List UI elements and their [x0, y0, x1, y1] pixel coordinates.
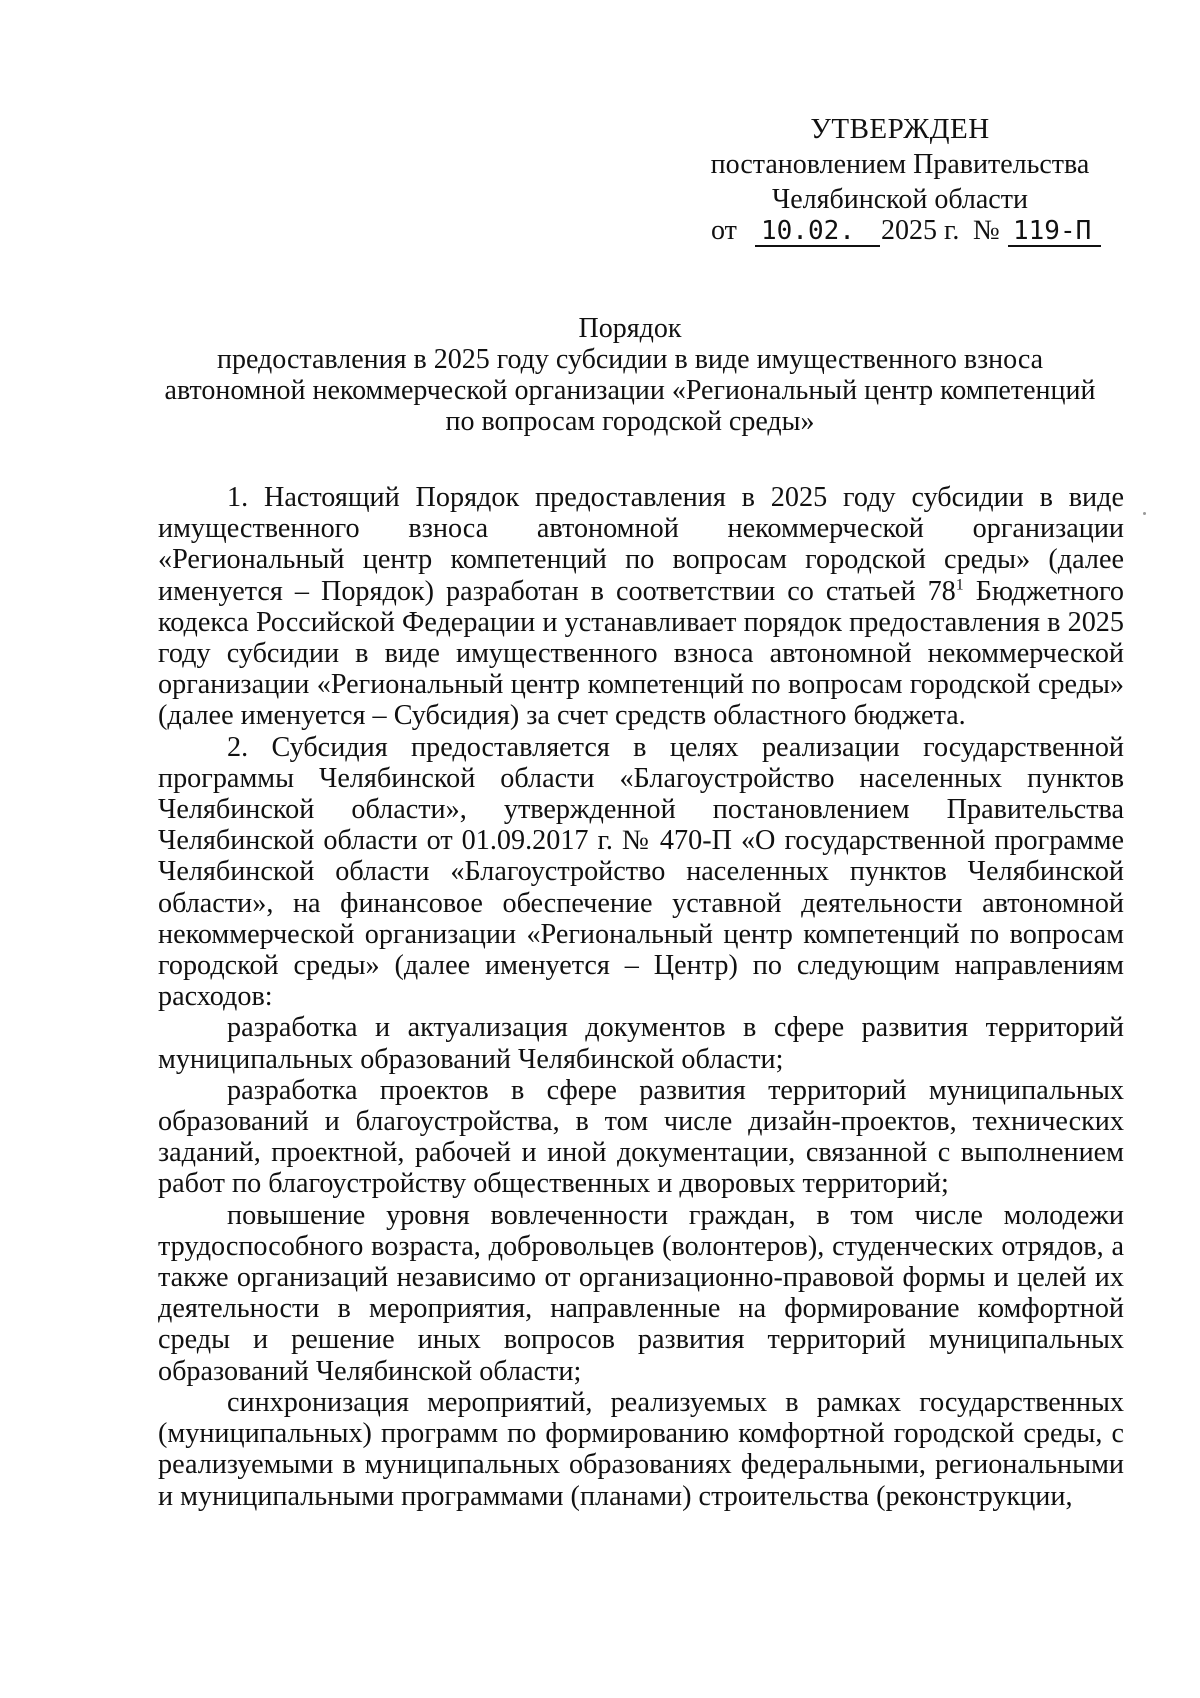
- paragraph-5: повышение уровня вовлеченности граждан, в том числе молодежи трудоспособного возраста, добровольцев (волонтеров), студенческих отрядов, а также организаций независимо от организационно-правовой формы и целей их деятельности в мероприятия, направленные на формирование комфортной среды и решение иных вопросов развития территорий муниципальных образований Челябинской области;: [158, 1199, 1124, 1387]
- date-value: 10.02.: [761, 216, 855, 246]
- article-superscript: 1: [955, 576, 964, 594]
- heading-line-2: автономной некоммерческой организации «Региональный центр компетенций: [164, 375, 1096, 406]
- document-number: 119-П: [1013, 216, 1092, 246]
- paragraph-3: разработка и актуализация документов в сфере развития территорий муниципальных образований Челябинской области;: [158, 1012, 1124, 1075]
- heading-title: Порядок: [578, 313, 682, 344]
- approval-title: УТВЕРЖДЕН: [810, 113, 990, 145]
- paragraph-1: [158, 482, 1124, 732]
- scan-speck: [1143, 512, 1146, 515]
- number-sign: №: [973, 215, 1000, 246]
- paragraph-6: синхронизация мероприятий, реализуемых в рамках государственных (муниципальных) программ по формированию комфортной городской среды, с реализуемыми в муниципальных образованиях федеральными, региональными и муниципальными программами (планами) строительства (реконструкции,: [158, 1386, 1124, 1512]
- document-body: [158, 482, 1124, 1512]
- heading-line-1: предоставления в 2025 году субсидии в виде имущественного взноса: [216, 344, 1044, 375]
- paragraph-1-text-b: Бюджетного кодекса Российской Федерации и устанавливает порядок предоставления в 2025 году субсидии в виде имущественного взноса автономной некоммерческой организации «Региональный центр компетенций по вопросам городской среды» (далее именуется – Субсидия) за счет средств областного бюджета.: [158, 575, 1124, 732]
- date-prefix: от: [711, 215, 737, 246]
- approval-date-line: [711, 215, 1101, 251]
- heading-line-3: по вопросам городской среды»: [445, 406, 815, 437]
- paragraph-1-text-a: 1. Настоящий Порядок предоставления в 2025 году субсидии в виде имущественного взноса автономной некоммерческой организации «Региональный центр компетенций по вопросам городской среды» (далее именуется – Порядок) разработан в соответствии со статьей 78: [158, 482, 1124, 607]
- approval-line-2: Челябинской области: [772, 184, 1028, 215]
- approval-line-1: постановлением Правительства: [710, 149, 1090, 180]
- paragraph-2: 2. Субсидия предоставляется в целях реализации государственной программы Челябинской области «Благоустройство населенных пунктов Челябинской области», утвержденной постановлением Правительства Челябинской области от 01.09.2017 г. № 470-П «О государственной программе Челябинской области «Благоустройство населенных пунктов Челябинской области», на финансовое обеспечение уставной деятельности автономной некоммерческой организации «Региональный центр компетенций по вопросам городской среды» (далее именуется – Центр) по следующим направлениям расходов:: [158, 731, 1124, 1013]
- approval-block: [700, 112, 1100, 217]
- paragraph-4: разработка проектов в сфере развития территорий муниципальных образований и благоустройства, в том числе дизайн-проектов, технических заданий, проектной, рабочей и иной документации, связанной с выполнением работ по благоустройству общественных и дворовых территорий;: [158, 1074, 1124, 1200]
- date-year: 2025 г.: [881, 215, 960, 246]
- document-heading: [150, 313, 1110, 437]
